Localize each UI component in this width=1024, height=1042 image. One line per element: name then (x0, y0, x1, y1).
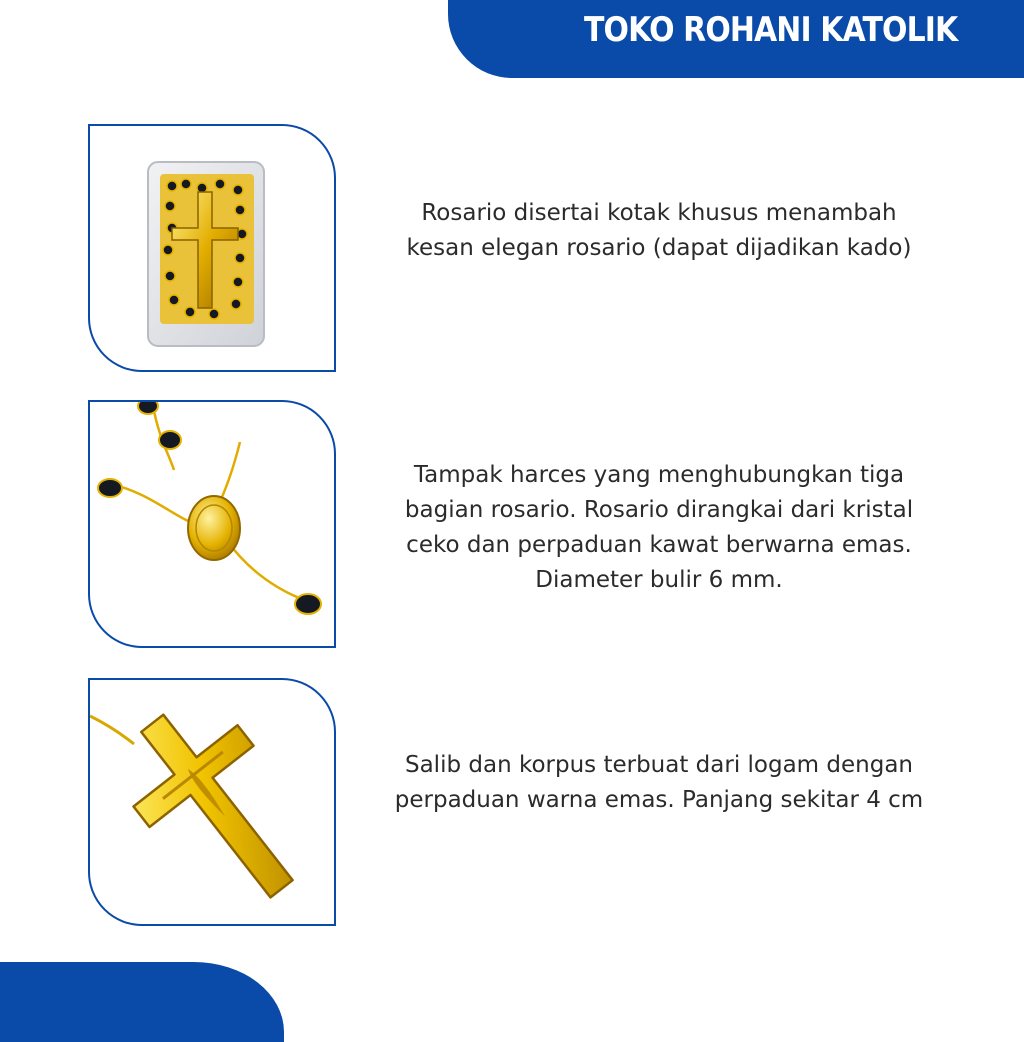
description-line: Salib dan korpus terbuat dari logam dengan (404, 752, 913, 778)
description-line: Tampak harces yang menghubungkan tiga (413, 462, 905, 488)
rosary-center-medal-icon (90, 402, 334, 646)
rosary-in-box-icon (90, 126, 334, 370)
feature-description-box (360, 196, 958, 266)
feature-description-medal (360, 458, 958, 598)
description-line: kesan elegan rosario (dapat dijadikan kado) (406, 235, 912, 261)
crucifix-icon (90, 680, 334, 924)
store-name: TOKO ROHANI KATOLIK (584, 10, 958, 50)
description-line: bagian rosario. Rosario dirangkai dari kristal (404, 497, 914, 523)
description-line: ceko dan perpaduan kawat berwarna emas. (406, 532, 912, 558)
header-banner (448, 0, 1024, 78)
feature-description-crucifix (360, 748, 958, 818)
rosary-box-image (88, 124, 336, 372)
footer-decoration (0, 962, 284, 1042)
description-line: Rosario disertai kotak khusus menambah (421, 200, 897, 226)
crucifix-image (88, 678, 336, 926)
description-line: Diameter bulir 6 mm. (535, 567, 783, 593)
description-line: perpaduan warna emas. Panjang sekitar 4 cm (394, 787, 924, 813)
rosary-medal-image (88, 400, 336, 648)
